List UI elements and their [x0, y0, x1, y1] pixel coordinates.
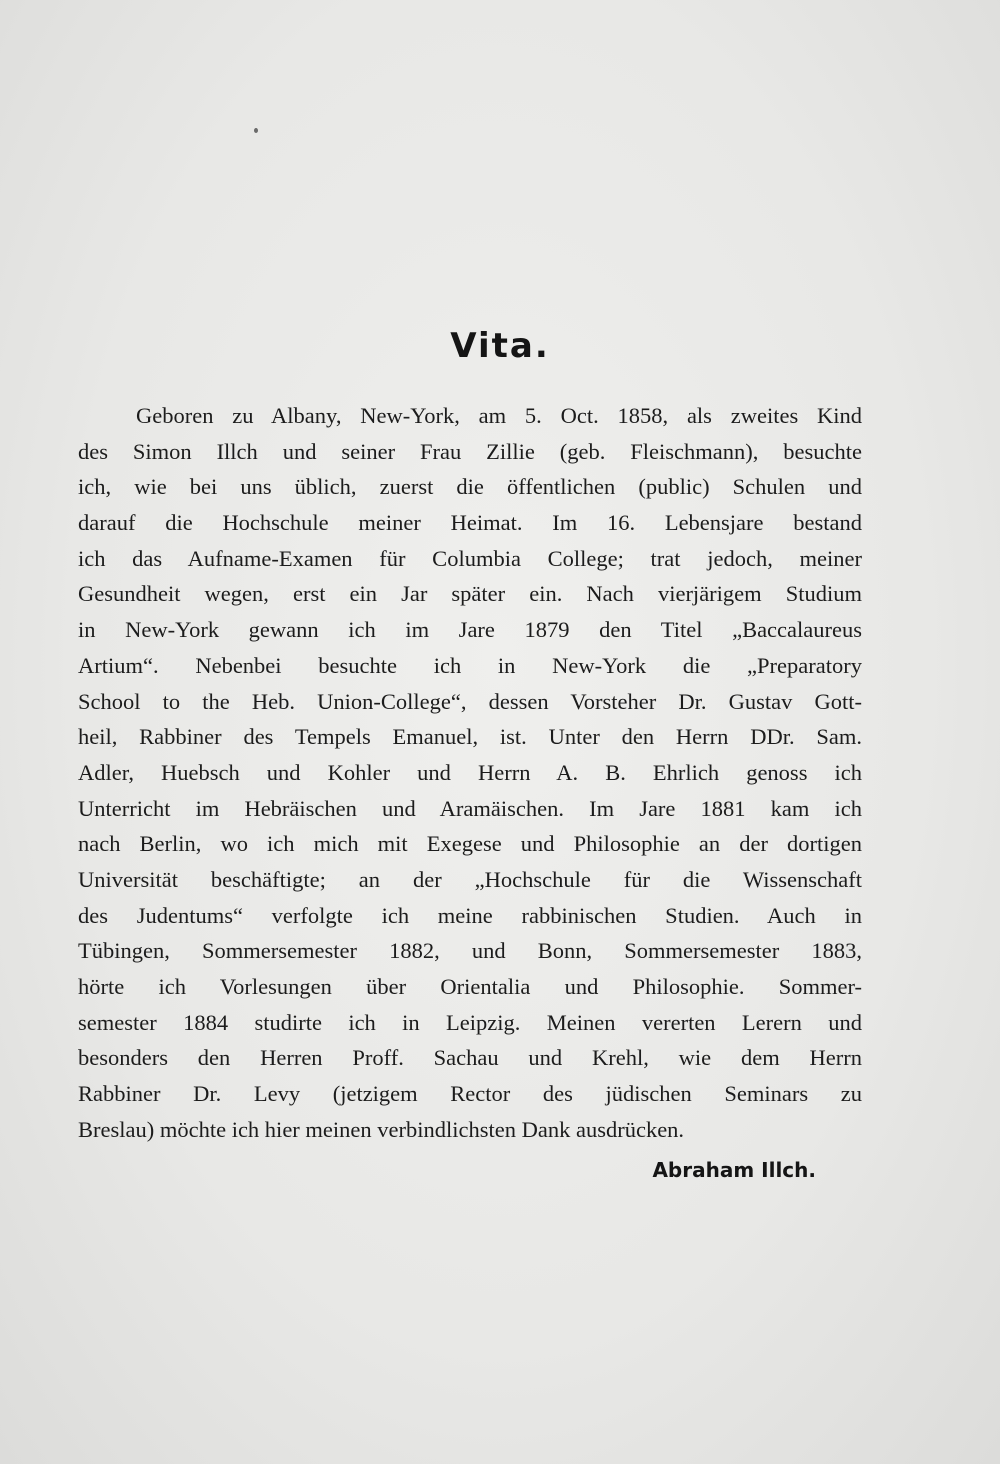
text-line: ich, wie bei uns üblich, zuerst die öffentlichen (public) Schulen und — [78, 474, 862, 500]
paper-speck — [254, 128, 258, 133]
text-line: in New-York gewann ich im Jare 1879 den Titel „Baccalaureus — [78, 617, 862, 643]
text-line: ich das Aufname-Examen für Columbia College; trat jedoch, meiner — [78, 545, 862, 571]
text-line: besonders den Herren Proff. Sachau und Krehl, wie dem Herrn — [78, 1045, 862, 1071]
text-line: Geboren zu Albany, New-York, am 5. Oct. 1858, als zweites Kind — [136, 403, 862, 428]
text-line: darauf die Hochschule meiner Heimat. Im 16. Lebensjare bestand — [78, 510, 862, 536]
text-line: Breslau) möchte ich hier meinen verbindlichsten Dank ausdrücken. — [78, 1116, 685, 1142]
text-line: semester 1884 studirte ich in Leipzig. Meinen vererten Lerern und — [78, 1009, 862, 1035]
text-line: Universität beschäftigte; an der „Hochschule für die Wissenschaft — [78, 866, 862, 892]
author-signature: Abraham Illch. — [652, 1158, 816, 1182]
vita-paragraph — [78, 398, 862, 1147]
text-line: nach Berlin, wo ich mich mit Exegese und Philosophie an der dortigen — [78, 831, 862, 857]
text-line: hörte ich Vorlesungen über Orientalia und Philosophie. Sommer- — [78, 974, 862, 999]
document-title: Vita. — [450, 326, 550, 366]
text-line: Adler, Huebsch und Kohler und Herrn A. B. Ehrlich genoss ich — [78, 759, 862, 785]
text-line: des Judentums“ verfolgte ich meine rabbinischen Studien. Auch in — [78, 902, 862, 928]
text-line: heil, Rabbiner des Tempels Emanuel, ist. Unter den Herrn DDr. Sam. — [78, 724, 862, 750]
text-line: Gesundheit wegen, erst ein Jar später ein. Nach vierjärigem Studium — [78, 581, 862, 607]
text-line: des Simon Illch und seiner Frau Zillie (geb. Fleischmann), besuchte — [78, 438, 862, 464]
text-line: Tübingen, Sommersemester 1882, und Bonn, Sommersemester 1883, — [78, 938, 862, 964]
text-line: Unterricht im Hebräischen und Aramäischen. Im Jare 1881 kam ich — [78, 795, 862, 821]
text-line: Rabbiner Dr. Levy (jetzigem Rector des jüdischen Seminars zu — [78, 1081, 862, 1107]
text-line: Artium“. Nebenbei besuchte ich in New-York die „Preparatory — [78, 652, 862, 678]
text-line: School to the Heb. Union-College“, dessen Vorsteher Dr. Gustav Gott- — [78, 688, 862, 714]
